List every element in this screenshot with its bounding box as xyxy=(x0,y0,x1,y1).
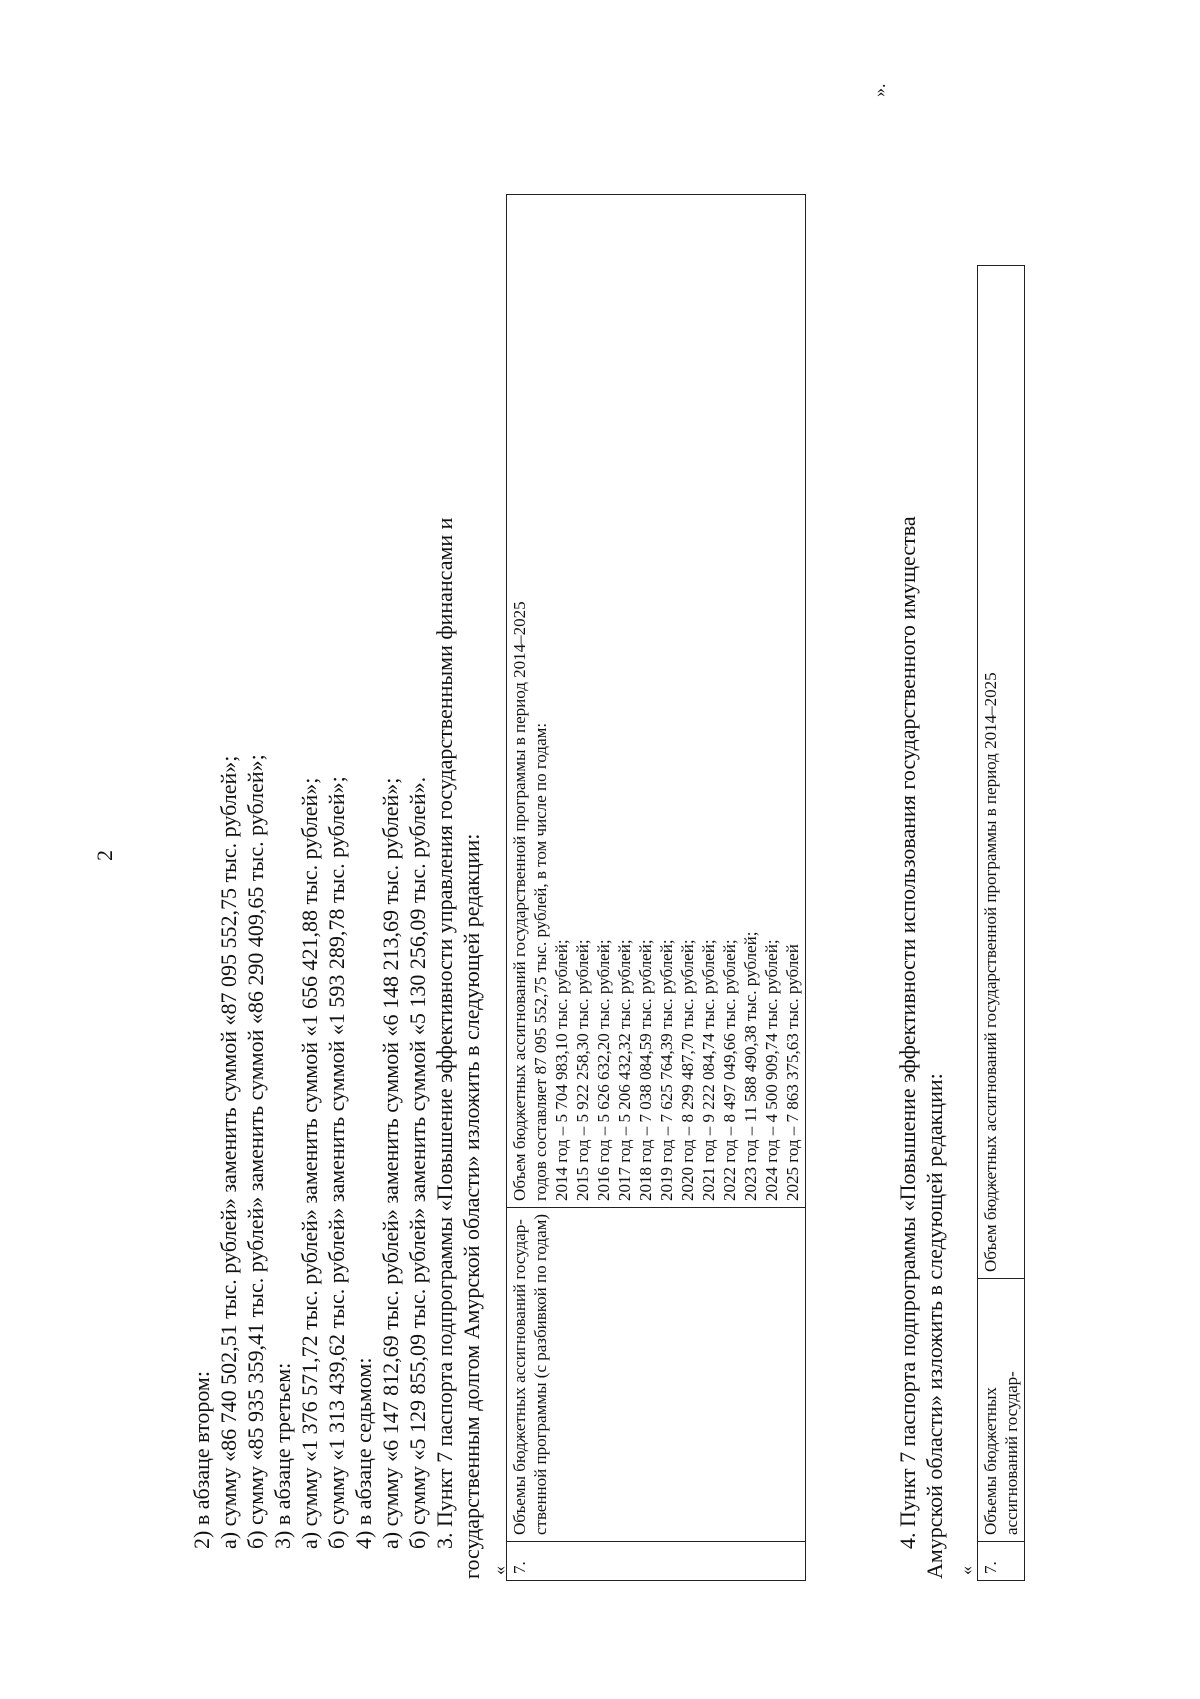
point4-line2: Амурской области» изложить в следующей редакции: xyxy=(922,1073,947,1579)
item3-line-a: а) сумму «1 376 571,72 тыс. рублей» заменить суммой «1 656 421,88 тыс. рублей»; xyxy=(297,777,322,1549)
item3-line-b: б) сумму «1 313 439,62 тыс. рублей» заменить суммой «1 593 289,78 тыс. рублей»; xyxy=(324,776,349,1549)
year-line: 2024 год – 4 500 909,74 тыс. рублей; xyxy=(762,939,781,1201)
value-intro-line: Объем бюджетных ассигнований государственной программы в период 2014–2025 xyxy=(510,601,529,1201)
point4-open-quote: « xyxy=(956,1566,976,1575)
point4-line1: 4. Пункт 7 паспорта подпрограммы «Повышение эффективности использования государственного имущества xyxy=(895,516,920,1549)
year-line: 2020 год – 8 299 487,70 тыс. рублей; xyxy=(678,939,697,1201)
year-line: 2019 год – 7 625 764,39 тыс. рублей; xyxy=(657,939,676,1201)
year-line: 2015 год – 5 922 258,30 тыс. рублей; xyxy=(573,939,592,1201)
year-line: 2017 год – 5 206 432,32 тыс. рублей; xyxy=(615,939,634,1201)
point4-table xyxy=(977,265,1025,1581)
item4-line-a: а) сумму «6 147 812,69 тыс. рублей» заменить суммой «6 148 213,69 тыс. рублей»; xyxy=(378,777,403,1549)
item2-heading: 2) в абзаце втором: xyxy=(189,1371,214,1549)
year-line: 2018 год – 7 038 084,59 тыс. рублей; xyxy=(636,939,655,1201)
row-name: Объемы бюджетных ассигнований государ- xyxy=(978,1279,1025,1542)
point3-open-quote: « xyxy=(489,1566,509,1575)
point3-text xyxy=(431,517,485,1579)
point3-close-quote: ». xyxy=(869,83,889,97)
value-intro-line: годов составляет 87 095 552,75 тыс. рублей, в том числе по годам: xyxy=(531,722,550,1201)
amendments-list xyxy=(188,754,431,1549)
row-number: 7. xyxy=(507,1542,806,1581)
table-row xyxy=(507,194,806,1580)
row-number: 7. xyxy=(978,1542,1025,1581)
year-line: 2016 год – 5 626 632,20 тыс. рублей; xyxy=(594,939,613,1201)
item2-line-a: а) сумму «86 740 502,51 тыс. рублей» заменить суммой «87 095 552,75 тыс. рублей»; xyxy=(216,755,241,1549)
row-name xyxy=(507,1207,806,1541)
point3-line1: 3. Пункт 7 паспорта подпрограммы «Повышение эффективности управления государственными финансами и xyxy=(432,517,457,1549)
year-line: 2014 год – 5 704 983,10 тыс. рублей; xyxy=(552,939,571,1201)
point3-table xyxy=(506,194,806,1581)
item3-heading: 3) в абзаце третьем: xyxy=(270,1362,295,1549)
item2-line-b: б) сумму «85 935 359,41 тыс. рублей» заменить суммой «86 290 409,65 тыс. рублей»; xyxy=(243,754,268,1549)
document-page xyxy=(20,19,1140,1679)
table-row xyxy=(978,266,1025,1581)
point3-line2: государственным долгом Амурской области» изложить в следующей редакции: xyxy=(459,833,484,1579)
year-line: 2021 год – 9 222 084,74 тыс. рублей; xyxy=(699,939,718,1201)
item4-heading: 4) в абзаце седьмом: xyxy=(351,1357,376,1549)
row-name-line: Объемы бюджетных ассигнований государ- xyxy=(510,1219,529,1535)
year-line: 2022 год – 8 497 049,66 тыс. рублей; xyxy=(720,939,739,1201)
year-line: 2025 год – 7 863 375,63 тыс. рублей xyxy=(783,944,802,1201)
row-name-line: ственной программы (с разбивкой по годам) xyxy=(531,1213,550,1535)
year-line: 2023 год – 11 588 490,38 тыс. рублей; xyxy=(741,931,760,1201)
item4-line-b: б) сумму «5 129 855,09 тыс. рублей» заменить суммой «5 130 256,09 тыс. рублей». xyxy=(405,776,430,1549)
row-value xyxy=(507,194,806,1207)
page-number: 2 xyxy=(92,850,117,861)
row-value: Объем бюджетных ассигнований государственной программы в период 2014–2025 xyxy=(978,266,1025,1279)
point4-text xyxy=(894,516,948,1579)
